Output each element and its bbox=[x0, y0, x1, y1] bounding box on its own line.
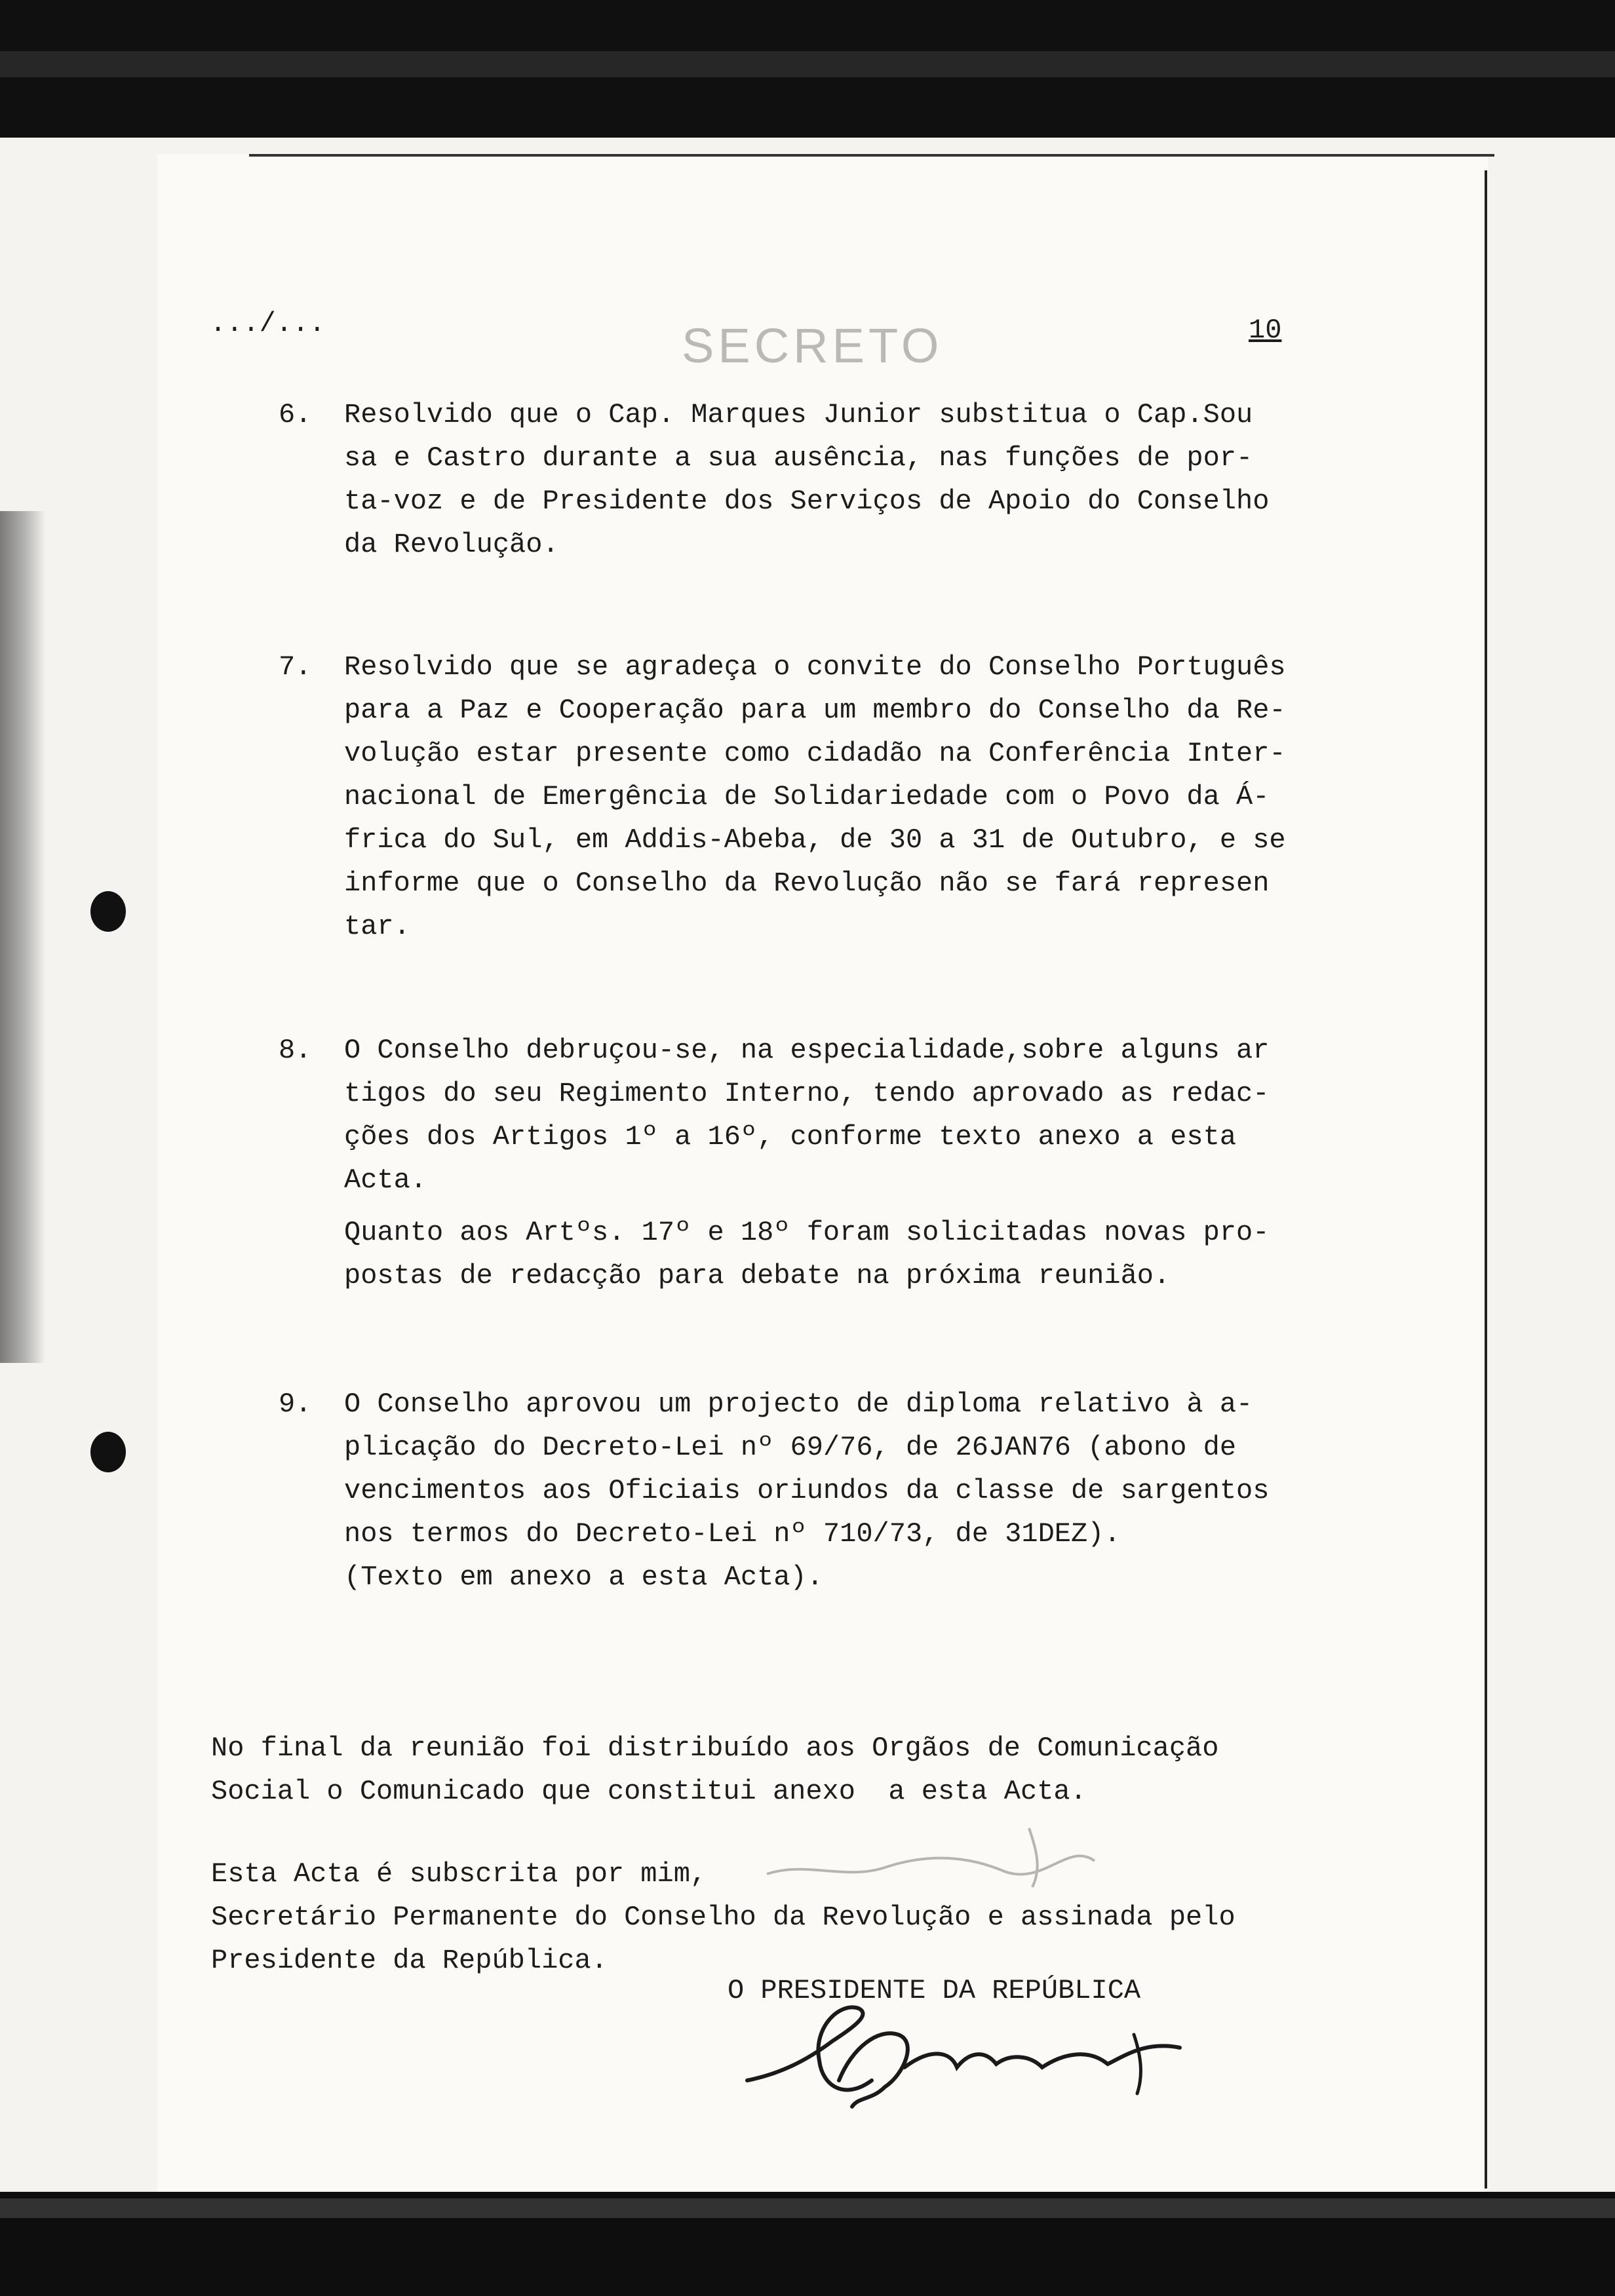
item-number-9: 9. bbox=[279, 1388, 312, 1420]
page-top-rule bbox=[249, 154, 1494, 157]
punch-hole-bottom bbox=[90, 1432, 126, 1472]
punch-hole-top bbox=[90, 891, 126, 932]
closing-line-1: No final da reunião foi distribuído aos Orgãos de Comunicação bbox=[211, 1732, 1219, 1764]
item-9-line-5: (Texto em anexo a esta Acta). bbox=[344, 1561, 823, 1593]
page-number: 10 bbox=[1249, 315, 1282, 346]
scan-bottom-border-highlight bbox=[0, 2198, 1615, 2218]
subscription-line-1: Esta Acta é subscrita por mim, bbox=[211, 1858, 707, 1890]
item-number-6: 6. bbox=[279, 399, 312, 430]
item-9-line-2: plicação do Decreto-Lei nº 69/76, de 26JAN76 (abono de bbox=[344, 1432, 1237, 1463]
scan-left-edge-shadow bbox=[0, 511, 46, 1363]
item-number-7: 7. bbox=[279, 651, 312, 683]
item-7-line-3: volução estar presente como cidadão na Conferência Inter- bbox=[344, 738, 1286, 769]
item-7-line-5: frica do Sul, em Addis-Abeba, de 30 a 31 de Outubro, e se bbox=[344, 824, 1286, 856]
item-8-line-3: ções dos Artigos 1º a 16º, conforme texto anexo a esta bbox=[344, 1121, 1237, 1153]
item-7-line-2: para a Paz e Cooperação para um membro do Conselho da Re- bbox=[344, 695, 1286, 726]
item-6-line-2: sa e Castro durante a sua ausência, nas funções de por- bbox=[344, 442, 1253, 474]
subscription-line-3: Presidente da República. bbox=[211, 1945, 608, 1976]
item-7-line-7: tar. bbox=[344, 911, 410, 942]
item-number-8: 8. bbox=[279, 1035, 312, 1066]
item-7-line-4: nacional de Emergência de Solidariedade com o Povo da Á- bbox=[344, 781, 1270, 813]
item-7-line-1: Resolvido que se agradeça o convite do Conselho Português bbox=[344, 651, 1286, 683]
closing-line-2: Social o Comunicado que constitui anexo a esta Acta. bbox=[211, 1776, 1087, 1807]
signatory-title: O PRESIDENTE DA REPÚBLICA bbox=[728, 1975, 1141, 2006]
secret-stamp: SECRETO bbox=[682, 318, 943, 373]
item-8-extra-line-2: postas de redacção para debate na próxima reunião. bbox=[344, 1260, 1171, 1292]
item-8-line-1: O Conselho debruçou-se, na especialidade,sobre alguns ar bbox=[344, 1035, 1270, 1066]
subscription-line-2: Secretário Permanente do Conselho da Revolução e assinada pelo bbox=[211, 1902, 1236, 1933]
item-8-line-2: tigos do seu Regimento Interno, tendo aprovado as redac- bbox=[344, 1078, 1270, 1109]
item-7-line-6: informe que o Conselho da Revolução não se fará represen bbox=[344, 868, 1270, 899]
item-9-line-4: nos termos do Decreto-Lei nº 710/73, de 31DEZ). bbox=[344, 1518, 1121, 1550]
scan-top-border-highlight bbox=[0, 51, 1615, 77]
continuation-mark: .../... bbox=[210, 308, 326, 339]
page-right-border bbox=[1485, 170, 1487, 2189]
item-6-line-1: Resolvido que o Cap. Marques Junior substitua o Cap.Sou bbox=[344, 399, 1253, 430]
item-8-line-4: Acta. bbox=[344, 1164, 427, 1196]
item-9-line-3: vencimentos aos Oficiais oriundos da classe de sargentos bbox=[344, 1475, 1270, 1506]
item-9-line-1: O Conselho aprovou um projecto de diploma relativo à a- bbox=[344, 1388, 1253, 1420]
item-8-extra-line-1: Quanto aos Artºs. 17º e 18º foram solicitadas novas pro- bbox=[344, 1217, 1270, 1248]
secretary-signature-mark bbox=[754, 1815, 1213, 1907]
item-6-line-3: ta-voz e de Presidente dos Serviços de Apoio do Conselho bbox=[344, 486, 1270, 517]
item-6-line-4: da Revolução. bbox=[344, 529, 559, 560]
president-signature bbox=[741, 2002, 1199, 2113]
